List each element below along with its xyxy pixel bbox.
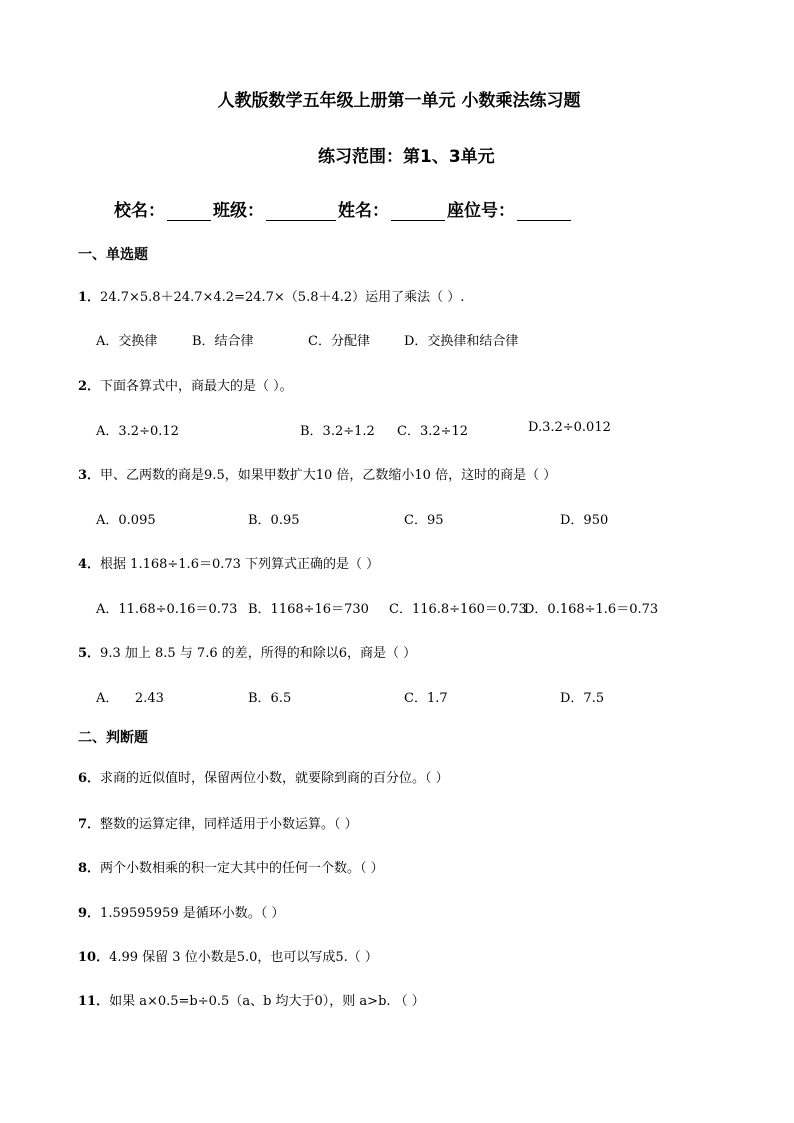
question-11 bbox=[78, 990, 425, 1009]
question-3 bbox=[78, 464, 556, 483]
page-title: 人教版数学五年级上册第一单元 小数乘法练习题 bbox=[217, 91, 581, 111]
q3-option-c[interactable]: C．95 bbox=[404, 513, 444, 528]
q5-option-a[interactable]: A． 2.43 bbox=[96, 691, 164, 706]
question-9 bbox=[78, 902, 284, 921]
q2-option-a[interactable]: A．3.2÷0.12 bbox=[96, 424, 179, 439]
q1-option-d[interactable]: D．交换律和结合律 bbox=[404, 334, 519, 349]
question-5 bbox=[78, 642, 416, 661]
school-blank[interactable] bbox=[167, 204, 211, 221]
question-text: 甲、乙两数的商是9.5，如果甲数扩大10 倍，乙数缩小10 倍，这时的商是（ ） bbox=[100, 468, 557, 483]
name-label: 姓名： bbox=[338, 201, 389, 221]
q4-option-c[interactable]: C．116.8÷160＝0.73 bbox=[389, 602, 527, 617]
question-4 bbox=[78, 553, 379, 572]
q3-option-b[interactable]: B．0.95 bbox=[248, 513, 300, 528]
q5-option-c[interactable]: C．1.7 bbox=[404, 691, 448, 706]
question-text: 9.3 加上 8.5 与 7.6 的差，所得的和除以6，商是（ ） bbox=[100, 646, 417, 661]
section-single-choice: 一、单选题 bbox=[78, 247, 148, 263]
q2-option-b[interactable]: B．3.2÷1.2 bbox=[300, 424, 375, 439]
question-text: 下面各算式中，商最大的是（ ）。 bbox=[100, 379, 293, 394]
question-number: 6． bbox=[78, 771, 101, 786]
name-blank[interactable] bbox=[391, 204, 445, 221]
question-text: 24.7×5.8＋24.7×4.2=24.7×（5.8＋4.2）运用了乘法（ ）. bbox=[100, 290, 465, 305]
q2-option-d[interactable]: D.3.2÷0.012 bbox=[528, 420, 611, 435]
section-true-false: 二、判断题 bbox=[78, 730, 148, 746]
seat-blank[interactable] bbox=[517, 204, 571, 221]
question-8 bbox=[78, 857, 384, 876]
q1-option-c[interactable]: C．分配律 bbox=[308, 334, 370, 349]
question-number: 2． bbox=[78, 379, 101, 394]
q5-option-d[interactable]: D．7.5 bbox=[560, 691, 605, 706]
q4-option-a[interactable]: A．11.68÷0.16＝0.73 bbox=[96, 602, 238, 617]
question-number: 8． bbox=[78, 861, 101, 876]
q4-option-b[interactable]: B．1168÷16＝730 bbox=[248, 602, 369, 617]
q1-option-b[interactable]: B．结合律 bbox=[192, 334, 254, 349]
question-number: 5． bbox=[78, 646, 101, 661]
q5-option-b[interactable]: B．6.5 bbox=[248, 691, 292, 706]
school-label: 校名： bbox=[114, 201, 165, 221]
student-info-line bbox=[114, 196, 573, 221]
question-7 bbox=[78, 813, 358, 832]
question-text: 整数的运算定律，同样适用于小数运算。（ ） bbox=[100, 817, 358, 832]
question-number: 9． bbox=[78, 906, 101, 921]
question-1 bbox=[78, 286, 464, 305]
q3-option-d[interactable]: D．950 bbox=[560, 513, 609, 528]
question-2 bbox=[78, 375, 293, 394]
question-text: 根据 1.168÷1.6＝0.73 下列算式正确的是（ ） bbox=[100, 557, 380, 572]
q1-option-a[interactable]: A．交换律 bbox=[96, 334, 158, 349]
question-text: 4.99 保留 3 位小数是5.0，也可以写成5.（ ） bbox=[109, 950, 378, 965]
question-text: 求商的近似值时，保留两位小数，就要除到商的百分位。（ ） bbox=[100, 771, 449, 786]
question-text: 如果 a×0.5=b÷0.5（a、b 均大于0），则 a>b. （ ） bbox=[109, 994, 425, 1009]
question-number: 11． bbox=[78, 994, 110, 1009]
practice-scope: 练习范围：第1、3单元 bbox=[318, 147, 495, 167]
question-number: 7． bbox=[78, 817, 101, 832]
q4-option-d[interactable]: D．0.168÷1.6＝0.73 bbox=[524, 602, 659, 617]
question-text: 1.59595959 是循环小数。（ ） bbox=[100, 906, 285, 921]
question-number: 1． bbox=[78, 290, 101, 305]
seat-label: 座位号： bbox=[447, 201, 515, 221]
class-blank[interactable] bbox=[266, 204, 336, 221]
q2-option-c[interactable]: C．3.2÷12 bbox=[397, 424, 469, 439]
question-text: 两个小数相乘的积一定大其中的任何一个数。（ ） bbox=[100, 861, 384, 876]
class-label: 班级： bbox=[213, 201, 264, 221]
question-6 bbox=[78, 767, 449, 786]
question-number: 3． bbox=[78, 468, 101, 483]
question-number: 10． bbox=[78, 950, 110, 965]
q3-option-a[interactable]: A．0.095 bbox=[96, 513, 156, 528]
question-number: 4． bbox=[78, 557, 101, 572]
question-10 bbox=[78, 946, 378, 965]
